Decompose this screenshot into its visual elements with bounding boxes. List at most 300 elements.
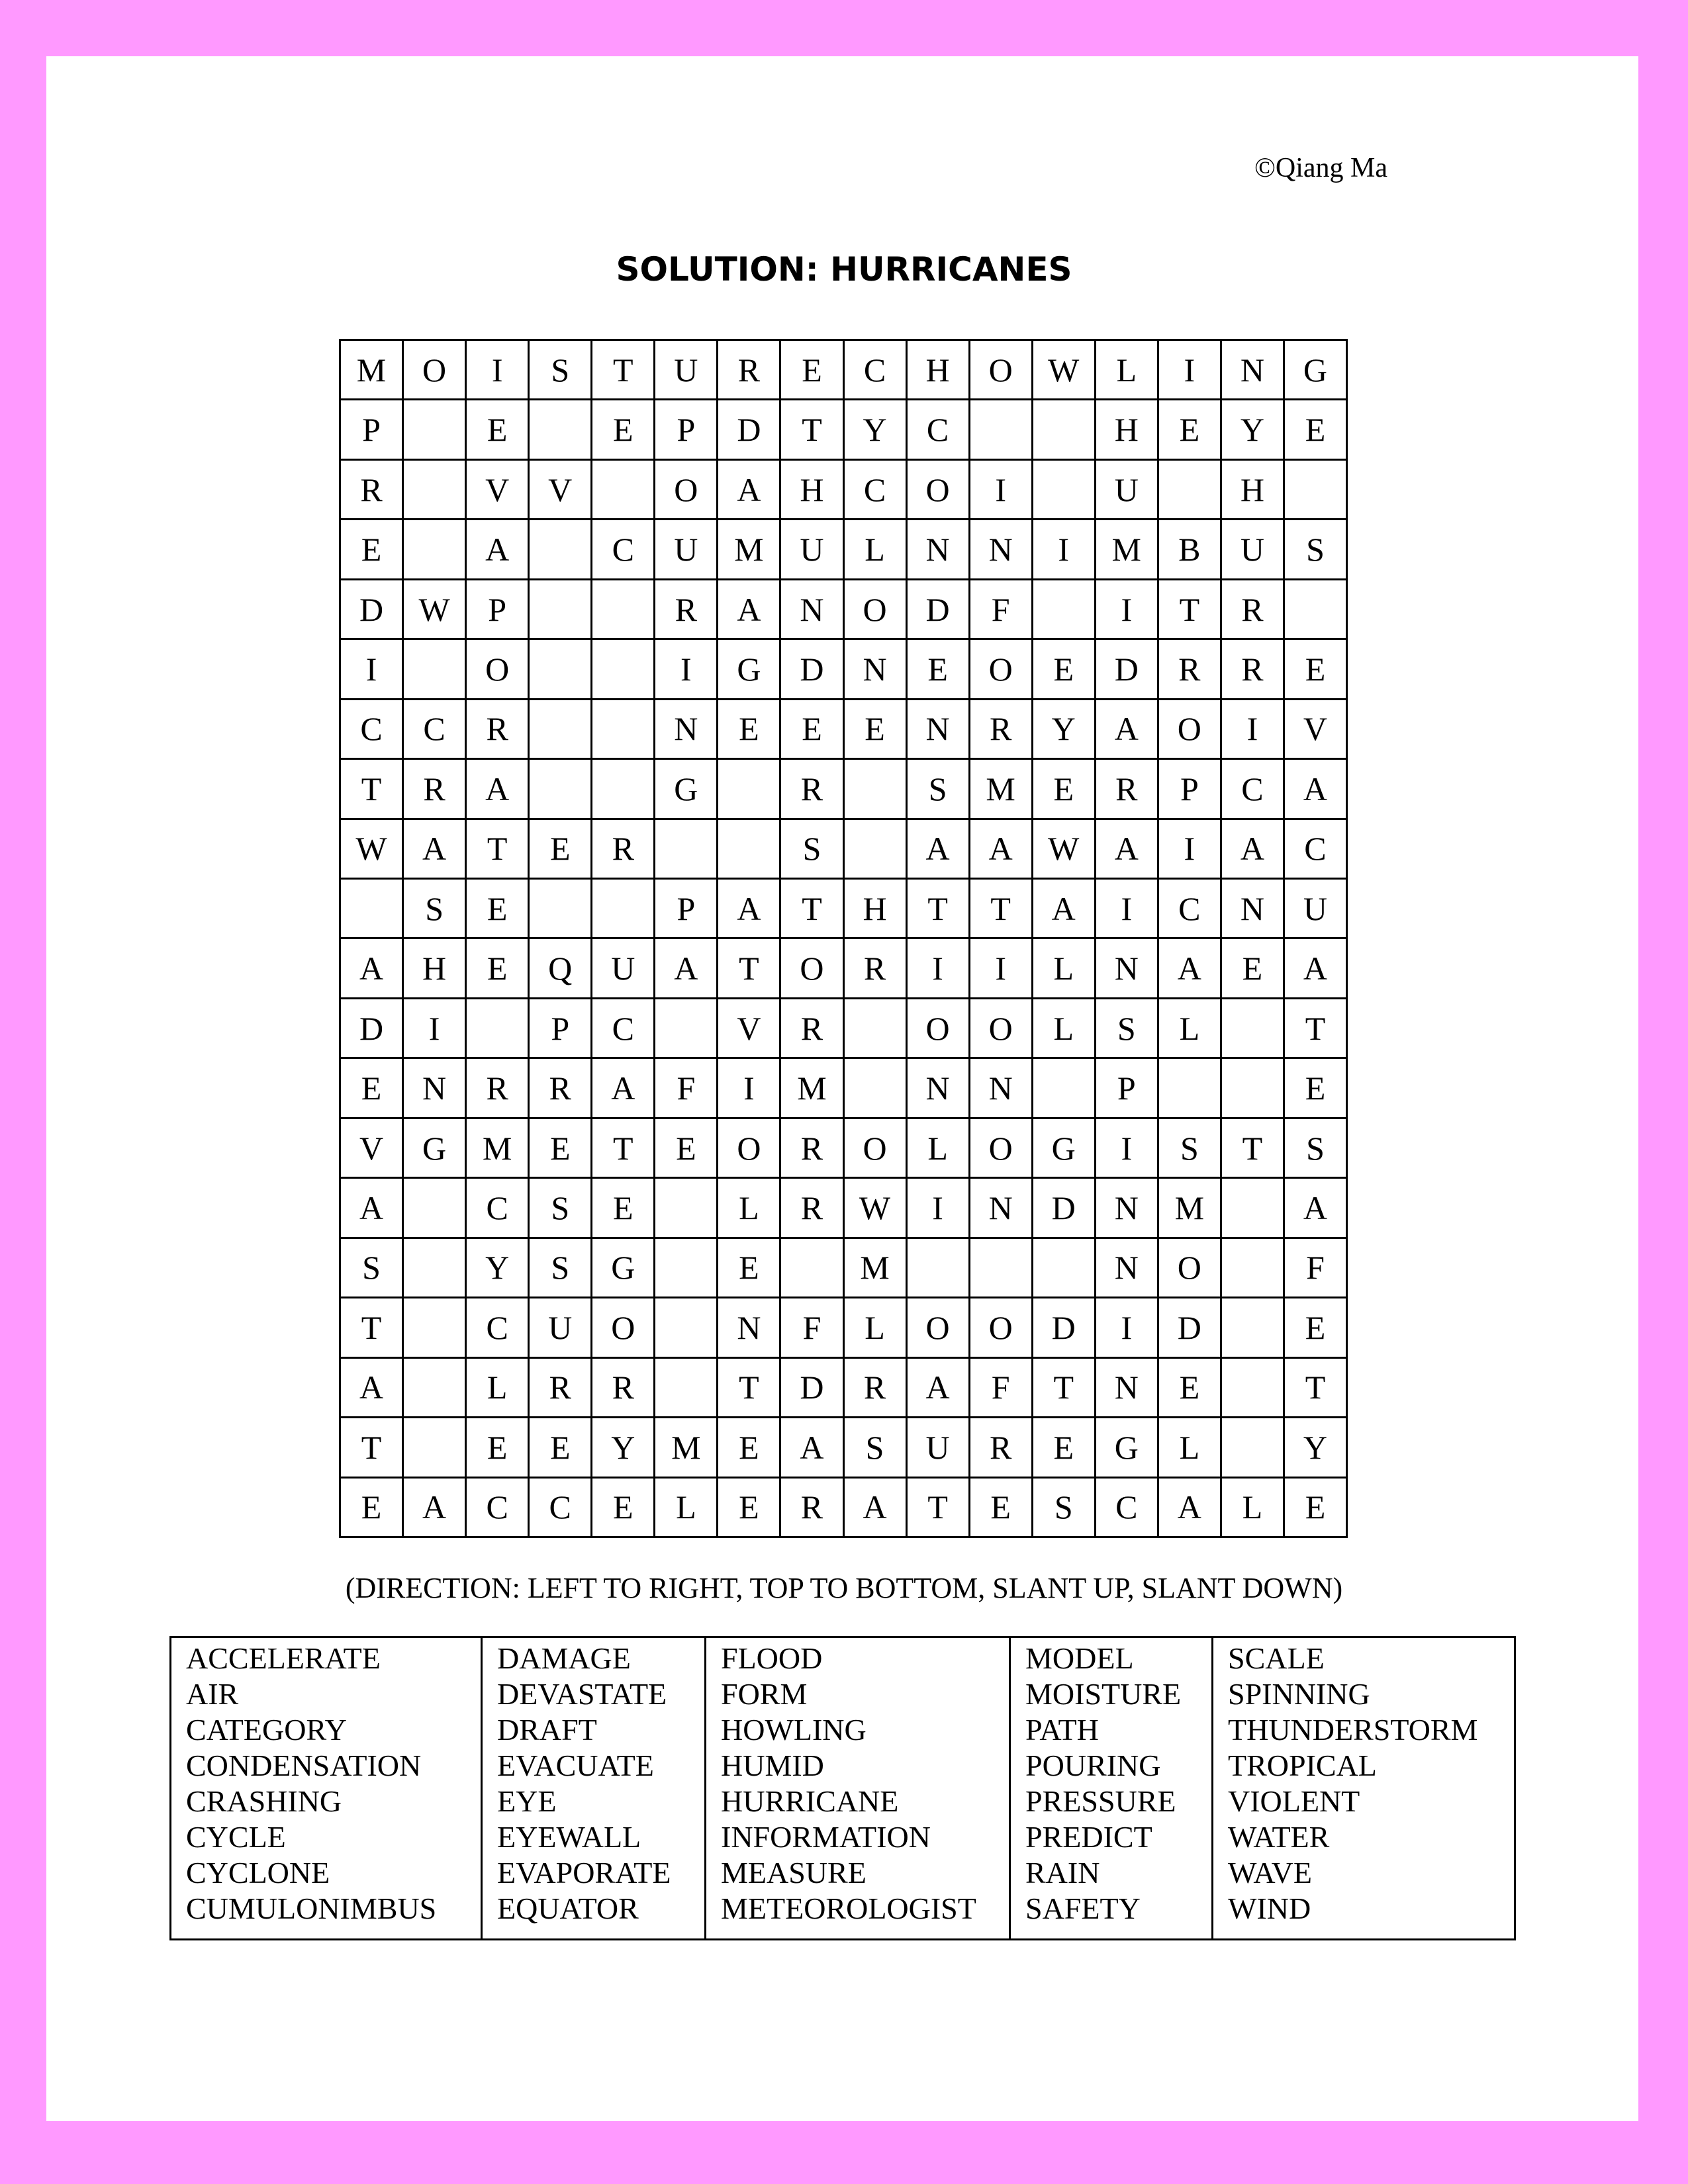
grid-cell [404, 1359, 467, 1418]
grid-cell: E [530, 1418, 592, 1478]
grid-cell: N [970, 1179, 1033, 1238]
word-bank-item: METEOROLOGIST [721, 1891, 976, 1925]
grid-cell: N [908, 520, 970, 580]
grid-cell: R [781, 1479, 844, 1538]
grid-cell: S [781, 820, 844, 880]
word-bank [169, 1636, 1516, 1940]
grid-cell: S [1285, 520, 1348, 580]
grid-cell: H [845, 880, 908, 939]
grid-cell: U [908, 1418, 970, 1478]
grid-cell: L [1159, 999, 1222, 1059]
grid-cell [1222, 1179, 1285, 1238]
word-bank-item: SPINNING [1228, 1677, 1370, 1711]
grid-cell: O [1159, 700, 1222, 760]
grid-cell: C [341, 700, 404, 760]
grid-cell: N [1096, 1359, 1159, 1418]
grid-cell: R [1159, 640, 1222, 700]
grid-cell [1222, 1298, 1285, 1358]
grid-cell [1033, 1059, 1096, 1118]
grid-cell: O [655, 461, 718, 520]
grid-cell [1222, 999, 1285, 1059]
grid-cell: L [1033, 939, 1096, 999]
grid-cell: N [718, 1298, 781, 1358]
word-bank-item: EVACUATE [497, 1749, 654, 1782]
grid-cell: I [404, 999, 467, 1059]
grid-cell: D [781, 1359, 844, 1418]
grid-cell: A [1033, 880, 1096, 939]
grid-cell [1159, 1059, 1222, 1118]
grid-cell: R [592, 1359, 655, 1418]
grid-cell [1222, 1418, 1285, 1478]
word-bank-item: VIOLENT [1228, 1784, 1360, 1818]
grid-cell: I [908, 1179, 970, 1238]
grid-cell: C [592, 520, 655, 580]
grid-cell: C [908, 400, 970, 460]
grid-cell: A [404, 820, 467, 880]
grid-cell: A [1222, 820, 1285, 880]
grid-cell [530, 580, 592, 640]
grid-cell: F [655, 1059, 718, 1118]
grid-cell [1222, 1059, 1285, 1118]
grid-cell [467, 999, 530, 1059]
grid-cell: A [1285, 939, 1348, 999]
grid-cell: M [341, 341, 404, 400]
grid-cell: O [1159, 1239, 1222, 1298]
grid-cell [1222, 1239, 1285, 1298]
grid-cell: V [341, 1119, 404, 1179]
page-title: SOLUTION: HURRICANES [616, 250, 1072, 289]
grid-cell: I [1222, 700, 1285, 760]
word-bank-item: EYE [497, 1784, 557, 1818]
grid-cell: L [1033, 999, 1096, 1059]
grid-cell [1159, 461, 1222, 520]
grid-cell [530, 400, 592, 460]
word-bank-item: MODEL [1025, 1641, 1134, 1675]
grid-cell [592, 640, 655, 700]
grid-cell [781, 1239, 844, 1298]
grid-cell [404, 1418, 467, 1478]
grid-cell: O [404, 341, 467, 400]
grid-cell: I [1096, 880, 1159, 939]
grid-cell: Y [467, 1239, 530, 1298]
word-bank-item: CUMULONIMBUS [186, 1891, 437, 1925]
grid-cell [404, 520, 467, 580]
word-bank-item: SAFETY [1025, 1891, 1141, 1925]
grid-cell: D [1096, 640, 1159, 700]
grid-cell: N [655, 700, 718, 760]
grid-cell: O [467, 640, 530, 700]
grid-cell [718, 820, 781, 880]
grid-cell: D [908, 580, 970, 640]
grid-cell: H [1096, 400, 1159, 460]
grid-cell: S [908, 760, 970, 819]
grid-cell: S [1096, 999, 1159, 1059]
grid-cell: T [467, 820, 530, 880]
word-bank-item: WATER [1228, 1820, 1330, 1854]
grid-cell: E [341, 1059, 404, 1118]
grid-cell: W [845, 1179, 908, 1238]
grid-cell: H [908, 341, 970, 400]
grid-cell: E [592, 1479, 655, 1538]
word-bank-item: DAMAGE [497, 1641, 631, 1675]
grid-cell: T [908, 880, 970, 939]
grid-cell: U [781, 520, 844, 580]
grid-cell: Y [845, 400, 908, 460]
grid-cell [404, 640, 467, 700]
grid-cell: R [781, 760, 844, 819]
word-bank-item: MEASURE [721, 1856, 867, 1889]
grid-cell: O [970, 640, 1033, 700]
grid-cell: Q [530, 939, 592, 999]
grid-cell: P [1096, 1059, 1159, 1118]
word-bank-item: PRESSURE [1025, 1784, 1176, 1818]
grid-cell: O [845, 1119, 908, 1179]
grid-cell: C [404, 700, 467, 760]
grid-cell: F [970, 1359, 1033, 1418]
word-bank-item: HURRICANE [721, 1784, 899, 1818]
word-bank-item: EVAPORATE [497, 1856, 671, 1889]
grid-cell: L [655, 1479, 718, 1538]
grid-cell: R [530, 1359, 592, 1418]
grid-cell: A [908, 820, 970, 880]
grid-cell: N [970, 520, 1033, 580]
grid-cell: L [845, 520, 908, 580]
grid-cell [1285, 580, 1348, 640]
grid-cell: T [718, 939, 781, 999]
grid-cell [1033, 1239, 1096, 1298]
grid-cell: C [467, 1479, 530, 1538]
word-bank-item: WIND [1228, 1891, 1311, 1925]
grid-cell: E [1033, 760, 1096, 819]
word-bank-item: CYCLE [186, 1820, 286, 1854]
grid-cell: E [467, 400, 530, 460]
grid-cell: R [845, 939, 908, 999]
grid-cell: E [781, 341, 844, 400]
grid-cell [655, 1359, 718, 1418]
grid-cell: C [467, 1179, 530, 1238]
word-bank-item: POURING [1025, 1749, 1161, 1782]
grid-cell: M [467, 1119, 530, 1179]
grid-cell: E [908, 640, 970, 700]
grid-cell: E [1285, 640, 1348, 700]
grid-cell: O [970, 1298, 1033, 1358]
grid-cell: A [655, 939, 718, 999]
grid-cell: G [655, 760, 718, 819]
grid-cell: E [467, 939, 530, 999]
grid-cell [1285, 461, 1348, 520]
grid-cell [404, 461, 467, 520]
grid-cell: A [467, 760, 530, 819]
grid-cell: A [718, 461, 781, 520]
grid-cell: C [1222, 760, 1285, 819]
grid-cell: L [1096, 341, 1159, 400]
grid-cell: T [341, 760, 404, 819]
grid-cell: Y [1222, 400, 1285, 460]
grid-cell: E [781, 700, 844, 760]
grid-cell: E [1285, 1479, 1348, 1538]
grid-cell: I [908, 939, 970, 999]
grid-cell [530, 700, 592, 760]
grid-cell [592, 700, 655, 760]
grid-cell: U [1222, 520, 1285, 580]
word-bank-item: CRASHING [186, 1784, 342, 1818]
grid-cell [592, 880, 655, 939]
grid-cell [908, 1239, 970, 1298]
grid-cell: M [1159, 1179, 1222, 1238]
grid-cell: C [1096, 1479, 1159, 1538]
grid-cell: I [341, 640, 404, 700]
grid-cell: R [781, 999, 844, 1059]
grid-cell: O [970, 341, 1033, 400]
grid-cell: O [970, 1119, 1033, 1179]
grid-cell: T [1033, 1359, 1096, 1418]
grid-cell: V [1285, 700, 1348, 760]
grid-cell: C [530, 1479, 592, 1538]
grid-cell: W [404, 580, 467, 640]
grid-cell: D [781, 640, 844, 700]
grid-cell: M [718, 520, 781, 580]
grid-cell: N [845, 640, 908, 700]
word-bank-column [706, 1638, 1011, 1938]
grid-cell [655, 820, 718, 880]
grid-cell: R [655, 580, 718, 640]
grid-cell: M [781, 1059, 844, 1118]
grid-cell: I [467, 341, 530, 400]
grid-cell: L [467, 1359, 530, 1418]
grid-cell: I [655, 640, 718, 700]
grid-cell: U [1285, 880, 1348, 939]
grid-cell: A [718, 880, 781, 939]
grid-cell: G [1285, 341, 1348, 400]
grid-cell: U [655, 520, 718, 580]
grid-cell: P [1159, 760, 1222, 819]
grid-cell: N [781, 580, 844, 640]
grid-cell: O [908, 461, 970, 520]
word-bank-item: CONDENSATION [186, 1749, 422, 1782]
grid-cell: Y [592, 1418, 655, 1478]
grid-cell: L [1159, 1418, 1222, 1478]
grid-cell: V [530, 461, 592, 520]
grid-cell: E [530, 1119, 592, 1179]
grid-cell: E [341, 520, 404, 580]
grid-cell: S [530, 1239, 592, 1298]
grid-cell: A [341, 1359, 404, 1418]
grid-cell: A [781, 1418, 844, 1478]
word-bank-item: HUMID [721, 1749, 824, 1782]
grid-cell: H [1222, 461, 1285, 520]
grid-cell: U [530, 1298, 592, 1358]
grid-cell: A [341, 1179, 404, 1238]
grid-cell: T [341, 1418, 404, 1478]
grid-cell [970, 400, 1033, 460]
grid-cell: A [467, 520, 530, 580]
word-bank-item: SCALE [1228, 1641, 1325, 1675]
grid-cell: R [592, 820, 655, 880]
grid-cell: R [970, 1418, 1033, 1478]
grid-cell: T [592, 341, 655, 400]
word-bank-item: EYEWALL [497, 1820, 641, 1854]
grid-cell: I [1096, 580, 1159, 640]
grid-cell [530, 880, 592, 939]
grid-cell: R [718, 341, 781, 400]
grid-cell [845, 760, 908, 819]
grid-cell: E [1159, 1359, 1222, 1418]
word-bank-item: INFORMATION [721, 1820, 931, 1854]
grid-cell: D [718, 400, 781, 460]
grid-cell: T [1285, 1359, 1348, 1418]
grid-cell: F [781, 1298, 844, 1358]
grid-cell [655, 999, 718, 1059]
grid-cell: G [1096, 1418, 1159, 1478]
grid-cell: P [467, 580, 530, 640]
grid-cell: T [970, 880, 1033, 939]
grid-cell: E [467, 1418, 530, 1478]
grid-cell: A [1159, 939, 1222, 999]
grid-cell: W [1033, 341, 1096, 400]
grid-cell: T [1285, 999, 1348, 1059]
grid-cell: O [970, 999, 1033, 1059]
grid-cell: A [1285, 1179, 1348, 1238]
grid-cell [845, 1059, 908, 1118]
grid-cell: I [970, 939, 1033, 999]
grid-cell: E [592, 400, 655, 460]
grid-cell [970, 1239, 1033, 1298]
word-bank-item: TROPICAL [1228, 1749, 1377, 1782]
grid-cell: C [592, 999, 655, 1059]
word-bank-item: PREDICT [1025, 1820, 1152, 1854]
grid-cell: D [1033, 1179, 1096, 1238]
grid-cell: T [341, 1298, 404, 1358]
grid-cell: W [1033, 820, 1096, 880]
grid-cell: E [1033, 640, 1096, 700]
grid-cell: E [530, 820, 592, 880]
grid-cell: E [1285, 1059, 1348, 1118]
word-bank-item: FORM [721, 1677, 808, 1711]
grid-cell [404, 400, 467, 460]
word-bank-item: DEVASTATE [497, 1677, 667, 1711]
grid-cell: G [404, 1119, 467, 1179]
direction-note: (DIRECTION: LEFT TO RIGHT, TOP TO BOTTOM, SLANT UP, SLANT DOWN) [345, 1572, 1343, 1604]
grid-cell [1033, 400, 1096, 460]
grid-cell [530, 760, 592, 819]
word-bank-item: RAIN [1025, 1856, 1100, 1889]
grid-cell: S [341, 1239, 404, 1298]
grid-cell [1222, 1359, 1285, 1418]
grid-cell: R [530, 1059, 592, 1118]
grid-cell [655, 1179, 718, 1238]
grid-cell: M [970, 760, 1033, 819]
grid-cell: T [592, 1119, 655, 1179]
copyright-notice: ©Qiang Ma [1254, 153, 1388, 183]
grid-cell: I [970, 461, 1033, 520]
grid-cell: O [592, 1298, 655, 1358]
grid-cell: N [908, 700, 970, 760]
grid-cell: M [655, 1418, 718, 1478]
grid-cell: N [1222, 341, 1285, 400]
grid-cell: N [908, 1059, 970, 1118]
grid-cell [1033, 461, 1096, 520]
grid-cell: S [845, 1418, 908, 1478]
grid-cell: E [1285, 1298, 1348, 1358]
grid-cell: G [592, 1239, 655, 1298]
grid-cell: E [718, 700, 781, 760]
grid-cell: R [781, 1119, 844, 1179]
grid-cell: H [781, 461, 844, 520]
grid-cell: C [467, 1298, 530, 1358]
grid-cell [845, 820, 908, 880]
grid-cell: U [592, 939, 655, 999]
grid-cell: C [1159, 880, 1222, 939]
grid-cell: E [1159, 400, 1222, 460]
grid-cell: E [718, 1418, 781, 1478]
grid-cell: A [404, 1479, 467, 1538]
grid-cell: O [781, 939, 844, 999]
grid-cell: B [1159, 520, 1222, 580]
grid-cell [404, 1179, 467, 1238]
grid-cell: R [970, 700, 1033, 760]
word-bank-column [1213, 1638, 1514, 1938]
grid-cell: R [404, 760, 467, 819]
grid-cell: R [341, 461, 404, 520]
word-bank-item: FLOOD [721, 1641, 823, 1675]
grid-cell: A [845, 1479, 908, 1538]
grid-cell: P [655, 400, 718, 460]
grid-cell: N [1096, 1239, 1159, 1298]
grid-cell: O [908, 1298, 970, 1358]
word-bank-item: AIR [186, 1677, 239, 1711]
grid-cell: T [908, 1479, 970, 1538]
word-bank-item: CYCLONE [186, 1856, 330, 1889]
grid-cell: E [1033, 1418, 1096, 1478]
grid-cell: P [341, 400, 404, 460]
grid-cell: R [467, 1059, 530, 1118]
word-bank-item: DRAFT [497, 1713, 597, 1747]
grid-cell: R [1222, 580, 1285, 640]
grid-cell: P [655, 880, 718, 939]
grid-cell: S [404, 880, 467, 939]
grid-cell: A [1096, 700, 1159, 760]
grid-cell: E [467, 880, 530, 939]
grid-cell: R [1096, 760, 1159, 819]
grid-cell [530, 640, 592, 700]
word-bank-column [483, 1638, 706, 1938]
grid-cell: E [592, 1179, 655, 1238]
grid-cell: W [341, 820, 404, 880]
grid-cell: C [845, 461, 908, 520]
grid-cell: U [1096, 461, 1159, 520]
grid-cell: L [908, 1119, 970, 1179]
grid-cell: L [1222, 1479, 1285, 1538]
word-bank-item: CATEGORY [186, 1713, 347, 1747]
grid-cell: D [341, 580, 404, 640]
grid-cell: E [845, 700, 908, 760]
grid-cell: E [341, 1479, 404, 1538]
grid-cell [655, 1239, 718, 1298]
grid-cell: E [970, 1479, 1033, 1538]
grid-cell: S [1285, 1119, 1348, 1179]
grid-cell: S [530, 341, 592, 400]
grid-cell: D [341, 999, 404, 1059]
grid-cell [655, 1298, 718, 1358]
grid-cell: D [1033, 1298, 1096, 1358]
word-bank-item: MOISTURE [1025, 1677, 1182, 1711]
grid-cell: A [908, 1359, 970, 1418]
grid-cell: T [781, 880, 844, 939]
grid-cell: R [781, 1179, 844, 1238]
grid-cell: A [592, 1059, 655, 1118]
grid-cell: P [530, 999, 592, 1059]
grid-cell: S [530, 1179, 592, 1238]
